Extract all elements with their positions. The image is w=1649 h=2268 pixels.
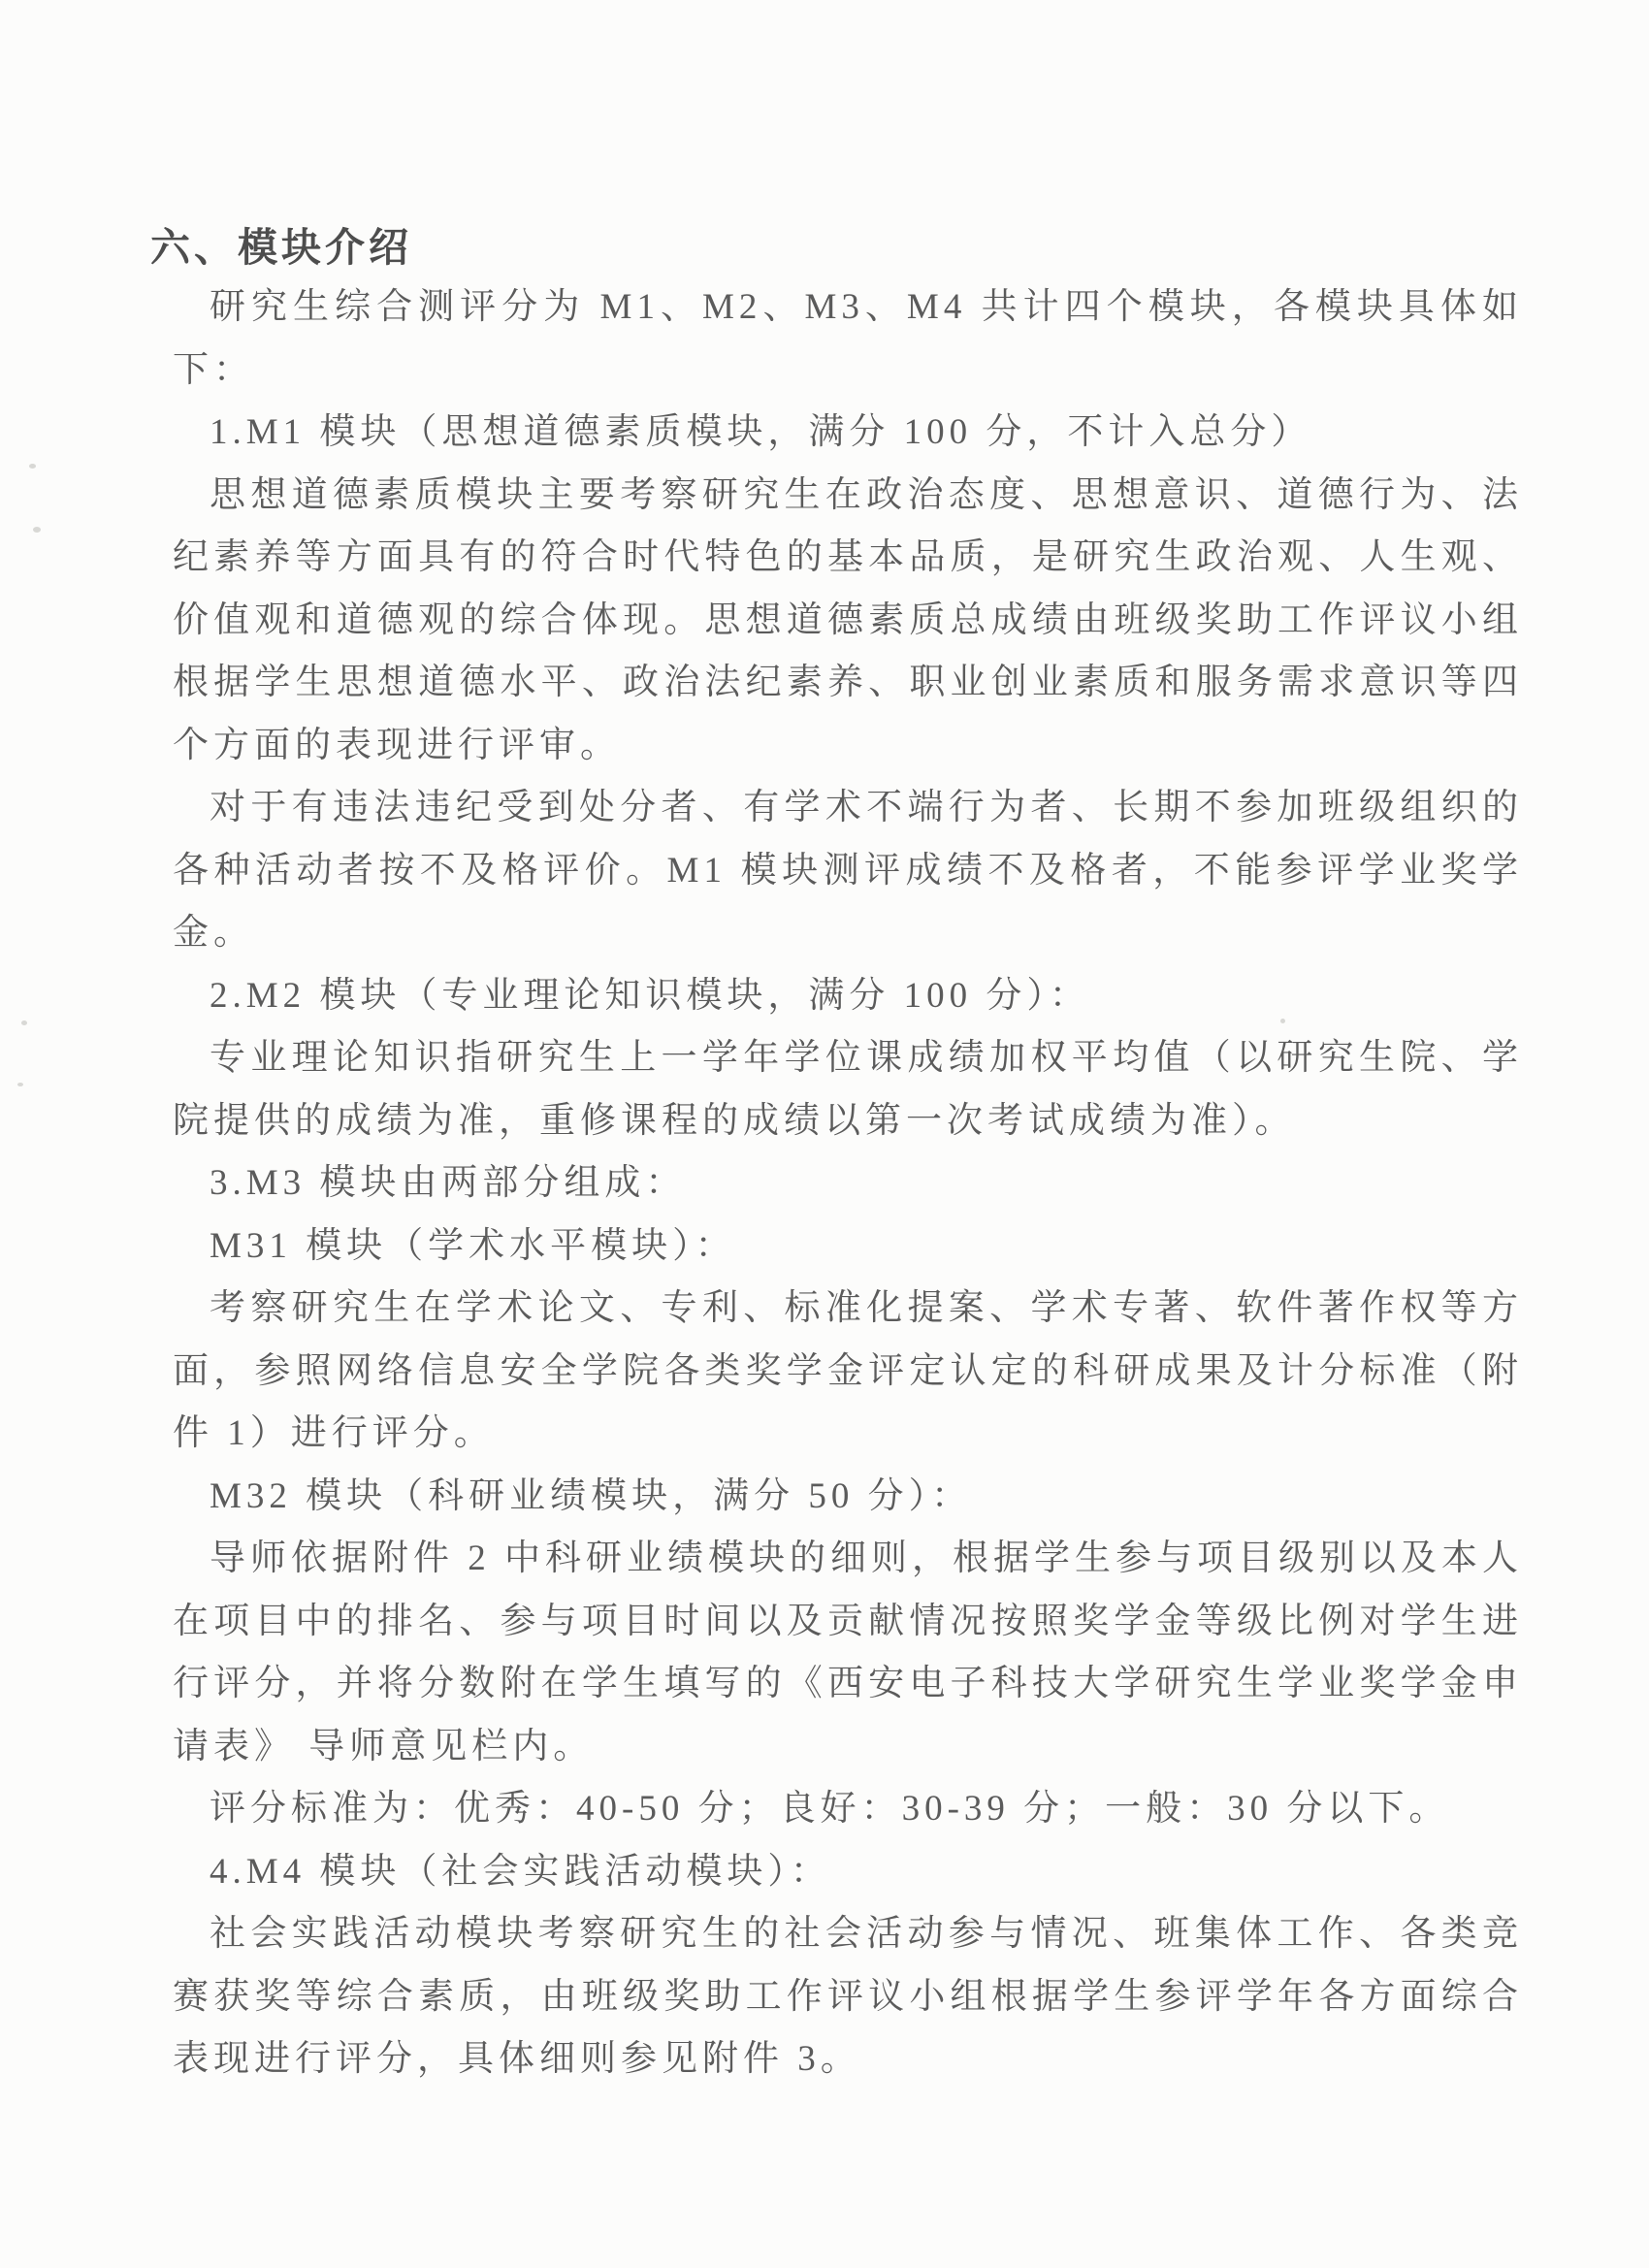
scan-speck <box>17 1083 23 1086</box>
paragraph: 2.M2 模块（专业理论知识模块，满分 100 分）： <box>210 975 1090 1016</box>
paragraph: 导师依据附件 2 中科研业绩模块的细则，根据学生参与项目级别以及本人在项目中的排名、参与项目时间以及贡献情况按照奖学金等级比例对学生进行评分，并将分数附在学生填写的《西安电子科技大学研究生学业奖学金申请表》 导师意见栏内。 <box>173 1539 1523 1766</box>
paragraph: 考察研究生在学术论文、专利、标准化提案、学术专著、软件著作权等方面，参照网络信息安全学院各类奖学金评定认定的科研成果及计分标准（附件 1）进行评分。 <box>173 1288 1523 1453</box>
paragraph: 研究生综合测评分为 M1、M2、M3、M4 共计四个模块，各模块具体如下： <box>173 287 1523 390</box>
scan-speck <box>1280 1019 1285 1023</box>
section-title: 六、模块介绍 <box>150 225 412 270</box>
paragraph: 社会实践活动模块考察研究生的社会活动参与情况、班集体工作、各类竞赛获奖等综合素质，由班级奖助工作评议小组根据学生参评学年各方面综合表现进行评分，具体细则参见附件 3。 <box>173 1914 1523 2079</box>
paragraph: 专业理论知识指研究生上一学年学位课成绩加权平均值（以研究生院、学院提供的成绩为准，重修课程的成绩以第一次考试成绩为准）。 <box>173 1038 1523 1141</box>
document-body <box>173 276 1523 2091</box>
paragraph: 对于有违法违纪受到处分者、有学术不端行为者、长期不参加班级组织的各种活动者按不及格评价。M1 模块测评成绩不及格者，不能参评学业奖学金。 <box>173 788 1523 953</box>
paragraph: M31 模块（学术水平模块）： <box>210 1225 736 1266</box>
scan-speck <box>33 527 41 533</box>
scan-speck <box>21 1021 27 1025</box>
paragraph: 3.M3 模块由两部分组成： <box>210 1163 687 1203</box>
paragraph: 思想道德素质模块主要考察研究生在政治态度、思想意识、道德行为、法纪素养等方面具有的符合时代特色的基本品质，是研究生政治观、人生观、价值观和道德观的综合体现。思想道德素质总成绩由班级奖助工作评议小组根据学生思想道德水平、政治法纪素养、职业创业素质和服务需求意识等四个方面的表现进行评审。 <box>173 474 1523 765</box>
paragraph: 4.M4 模块（社会实践活动模块）： <box>210 1851 831 1892</box>
paragraph: 评分标准为：优秀：40-50 分；良好：30-39 分；一般：30 分以下。 <box>210 1789 1450 1829</box>
paragraph: M32 模块（科研业绩模块，满分 50 分）： <box>210 1475 973 1516</box>
paragraph: 1.M1 模块（思想道德素质模块，满分 100 分，不计入总分） <box>210 412 1312 452</box>
scan-speck <box>29 464 36 469</box>
